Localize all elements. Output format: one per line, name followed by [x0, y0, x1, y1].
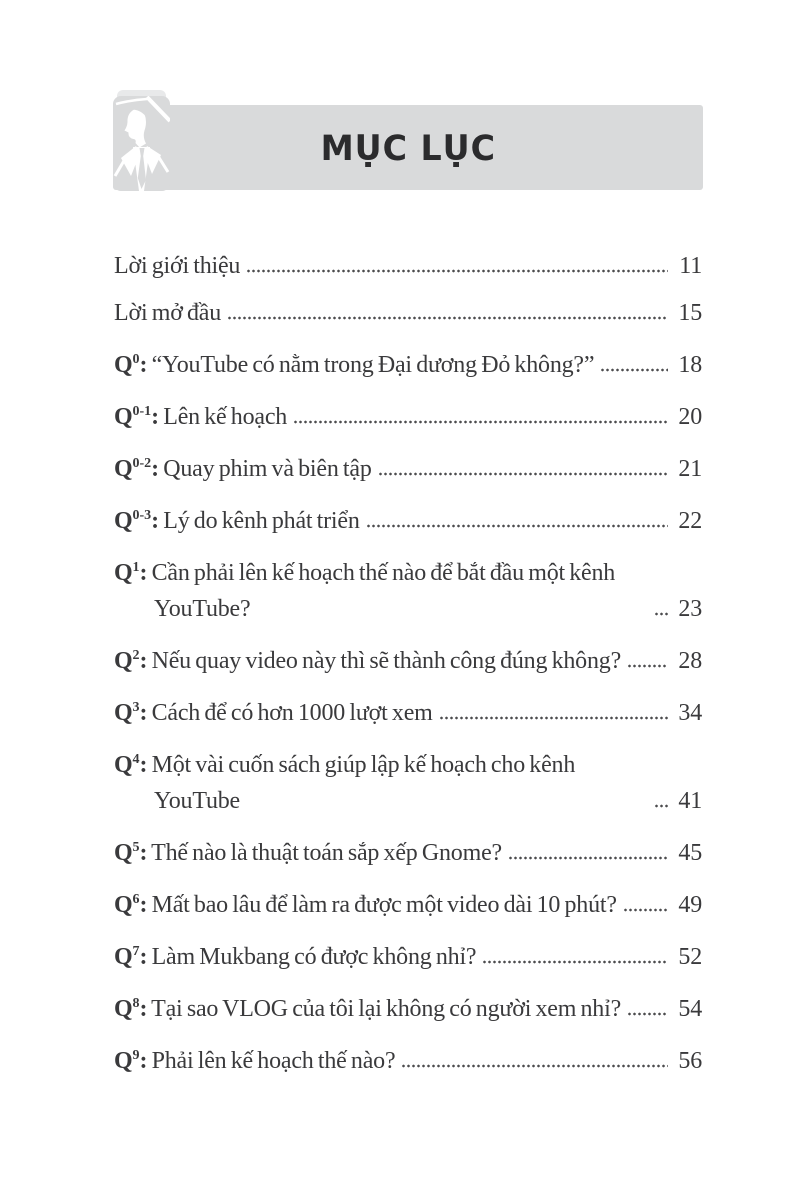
entry-label: $Q^5$: — [114, 840, 148, 866]
entry-label: $Q^{0-1}$: — [114, 404, 159, 430]
entry-superscript: 0-1 — [132, 404, 152, 419]
dot-leader — [600, 368, 668, 372]
entry-label: $Q^7$: — [114, 944, 148, 970]
entry-text: $Q^9$: Phải lên kế hoạch thế nào? — [114, 1048, 396, 1074]
toc-entry — [114, 934, 702, 975]
toc-entry-line — [114, 295, 702, 331]
toc-entry-line — [114, 690, 702, 731]
toc-entry-line — [114, 1038, 702, 1079]
dot-leader — [627, 664, 668, 668]
toc-list — [114, 248, 702, 1079]
toc-entry — [114, 446, 702, 487]
entry-text: $Q^1$: Cần phải lên kế hoạch thế nào để bắt đầu một kênh YouTube? — [114, 560, 616, 622]
entry-text: $Q^0$: “YouTube có nằm trong Đại dương Đỏ không?” — [114, 352, 595, 378]
entry-text: $Q^6$: Mất bao lâu để làm ra được một video dài 10 phút? — [114, 892, 617, 918]
toc-entry — [114, 638, 702, 679]
dot-leader — [627, 1012, 668, 1016]
page-number: 34 — [678, 700, 702, 726]
dot-leader — [246, 269, 668, 273]
page-number: 49 — [678, 892, 702, 918]
entry-superscript: 9 — [132, 1048, 140, 1063]
page-title: MỤC LỤC — [320, 128, 496, 169]
page-number: 52 — [678, 944, 702, 970]
entry-superscript: 6 — [132, 892, 140, 907]
toc-entry-line — [114, 742, 702, 819]
page-number: 15 — [678, 300, 702, 326]
toc-entry — [114, 295, 702, 331]
entry-superscript: 2 — [132, 648, 140, 663]
page-number: 20 — [678, 404, 702, 430]
toc-header-banner — [113, 105, 703, 190]
entry-label: $Q^4$: — [114, 752, 148, 778]
page-number: 11 — [679, 253, 702, 279]
toc-entry-line — [114, 638, 702, 679]
toc-entry — [114, 830, 702, 871]
dot-leader — [508, 856, 668, 860]
entry-superscript: 5 — [132, 840, 140, 855]
entry-superscript: 7 — [132, 944, 140, 959]
entry-text: $Q^{0-1}$: Lên kế hoạch — [114, 404, 288, 430]
page-number: 28 — [678, 648, 702, 674]
toc-entry-line — [114, 248, 702, 284]
toc-entry-line — [114, 830, 702, 871]
page-number: 18 — [678, 352, 702, 378]
entry-label: $Q^8$: — [114, 996, 148, 1022]
dot-leader — [654, 612, 668, 616]
dot-leader — [439, 716, 668, 720]
entry-superscript: 0-3 — [132, 508, 152, 523]
dot-leader — [482, 960, 668, 964]
toc-entry-line — [114, 394, 702, 435]
entry-label: $Q^2$: — [114, 648, 148, 674]
toc-entry-line — [114, 550, 702, 627]
page-number: 22 — [678, 508, 702, 534]
entry-text: Lời giới thiệu — [114, 253, 241, 279]
entry-text: $Q^3$: Cách để có hơn 1000 lượt xem — [114, 700, 433, 726]
toc-entry-line — [114, 986, 702, 1027]
entry-label: $Q^6$: — [114, 892, 148, 918]
toc-entry — [114, 690, 702, 731]
toc-entry — [114, 394, 702, 435]
brand-logo — [113, 96, 170, 191]
page-number: 54 — [678, 996, 702, 1022]
toc-entry — [114, 550, 702, 627]
toc-entry-line — [114, 498, 702, 539]
toc-entry — [114, 498, 702, 539]
page-number: 21 — [678, 456, 702, 482]
toc-entry-line — [114, 882, 702, 923]
toc-entry-line — [114, 934, 702, 975]
entry-text: Lời mở đầu — [114, 300, 222, 326]
entry-superscript: 4 — [132, 752, 140, 767]
toc-entry — [114, 986, 702, 1027]
toc-entry — [114, 1038, 702, 1079]
dot-leader — [401, 1064, 668, 1068]
entry-text: $Q^4$: Một vài cuốn sách giúp lập kế hoạch cho kênh YouTube — [114, 752, 576, 814]
dot-leader — [623, 908, 668, 912]
dot-leader — [366, 524, 668, 528]
entry-text: $Q^7$: Làm Mukbang có được không nhỉ? — [114, 944, 477, 970]
entry-text: $Q^{0-3}$: Lý do kênh phát triển — [114, 508, 360, 534]
entry-label: $Q^1$: — [114, 560, 148, 586]
dot-leader — [227, 316, 668, 320]
page-number: 41 — [678, 788, 702, 814]
entry-superscript: 0-2 — [132, 456, 152, 471]
toc-entry — [114, 248, 702, 284]
toc-entry-line — [114, 446, 702, 487]
toc-entry — [114, 882, 702, 923]
businessman-profile-silhouette-icon — [113, 96, 170, 191]
page-number: 45 — [678, 840, 702, 866]
entry-label: $Q^3$: — [114, 700, 148, 726]
page-number: 56 — [678, 1048, 702, 1074]
toc-entry — [114, 742, 702, 819]
entry-superscript: 0 — [132, 352, 140, 367]
entry-text: $Q^2$: Nếu quay video này thì sẽ thành công đúng không? — [114, 648, 622, 674]
page-number: 23 — [678, 596, 702, 622]
toc-entry-line — [114, 342, 702, 383]
dot-leader — [378, 472, 668, 476]
entry-label: $Q^9$: — [114, 1048, 148, 1074]
entry-text: $Q^{0-2}$: Quay phim và biên tập — [114, 456, 372, 482]
entry-superscript: 1 — [132, 560, 140, 575]
dot-leader — [293, 420, 668, 424]
entry-superscript: 8 — [132, 996, 140, 1011]
toc-entry — [114, 342, 702, 383]
dot-leader — [654, 804, 668, 808]
entry-text: $Q^8$: Tại sao VLOG của tôi lại không có người xem nhỉ? — [114, 996, 622, 1022]
entry-superscript: 3 — [132, 700, 140, 715]
entry-label: $Q^{0-2}$: — [114, 456, 159, 482]
entry-label: $Q^{0-3}$: — [114, 508, 159, 534]
entry-text: $Q^5$: Thế nào là thuật toán sắp xếp Gnome? — [114, 840, 502, 866]
entry-label: $Q^0$: — [114, 352, 148, 378]
